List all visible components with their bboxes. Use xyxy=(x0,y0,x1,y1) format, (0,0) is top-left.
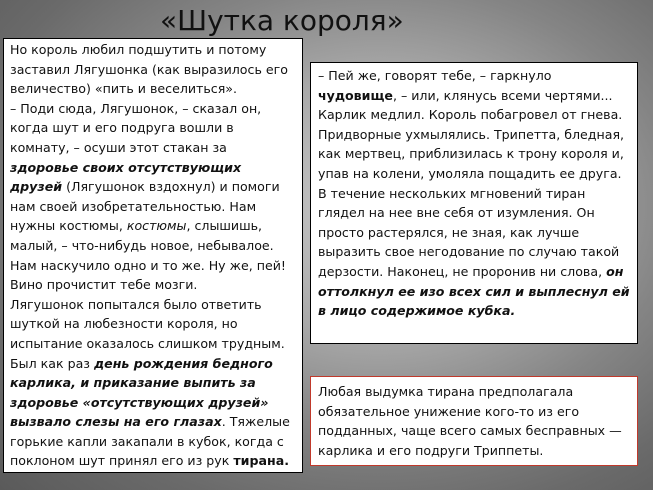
conclusion-box xyxy=(310,376,638,466)
left-paragraph-2 xyxy=(10,99,296,295)
right-p1-text-a: – Пей же, говорят тебе, – гаркнуло xyxy=(318,68,552,83)
conclusion-text: Любая выдумка тирана предполагала обязательное унижение кого-то из его подданных, чаще всего самых бесправных — карлика и его подруги Триппеты. xyxy=(318,384,622,458)
right-paragraph-1 xyxy=(318,66,631,184)
left-p2-text-a: – Поди сюда, Лягушонок, – сказал он, когда шут и его подруга вошли в комнату, – осуши этот стакан за xyxy=(10,100,262,155)
left-text-box xyxy=(3,38,303,473)
right-p2-emphasis-pushed: он оттолкнул ее изо всех сил и выплеснул ей в лицо содержимое кубка. xyxy=(318,263,630,319)
right-p1-bold-monster: чудовище xyxy=(318,87,393,103)
left-p3-text-a: Лягушонок попытался было ответить шуткой на любезности короля, но испытание оказалось слишком трудным. Был как раз xyxy=(10,296,285,371)
left-p2-text-c: (Лягушонок вздохнул) и помоги нам своей изобретательностью. Нам нужны костюмы, xyxy=(10,179,280,234)
right-p1-text-c: , – или, клянусь всеми чертями... Карлик медлил. Король побагровел от гнева. Придворные ухмылялись. Трипетта, бледная, как мертвец, приблизилась к трону короля и, упав на колени, умоляла пощадить ее друга. xyxy=(318,87,625,181)
right-text-box xyxy=(310,62,638,344)
right-paragraph-2 xyxy=(318,184,631,321)
left-p3-emphasis-birthday: день рождения бедного карлика, и приказание выпить за здоровье «отсутствующих друзей» вызвало слезы на его глазах xyxy=(10,355,273,430)
left-p3-text-c: . Тяжелые горькие капли закапали в кубок, когда с поклоном шут принял его из рук xyxy=(10,414,290,469)
left-paragraph-1 xyxy=(10,40,296,99)
right-p2-text-a: В течение нескольких мгновений тиран глядел на нее вне себя от изумления. Он просто растерялся, не зная, как лучше выразить свое негодование по случаю такой дерзости. Наконец, не проронив ни слова, xyxy=(318,185,620,279)
slide-title: «Шутка короля» xyxy=(160,4,404,37)
left-p3-bold-tyrant: тирана. xyxy=(233,453,289,469)
left-p2-emphasis-friends: здоровье своих отсутствующих друзей xyxy=(10,159,242,195)
left-p2-text-e: , слышишь, малый, – что-нибудь новое, небывалое. Нам наскучило одно и то же. Ну же, пей! Вино прочистит тебе мозги. xyxy=(10,218,286,293)
left-p2-italic-costumes: костюмы xyxy=(126,218,187,234)
left-p1-text: Но король любил подшутить и потому заставил Лягушонка (как выразилось его величество) «пить и веселиться». xyxy=(10,42,288,97)
left-paragraph-3 xyxy=(10,295,296,471)
